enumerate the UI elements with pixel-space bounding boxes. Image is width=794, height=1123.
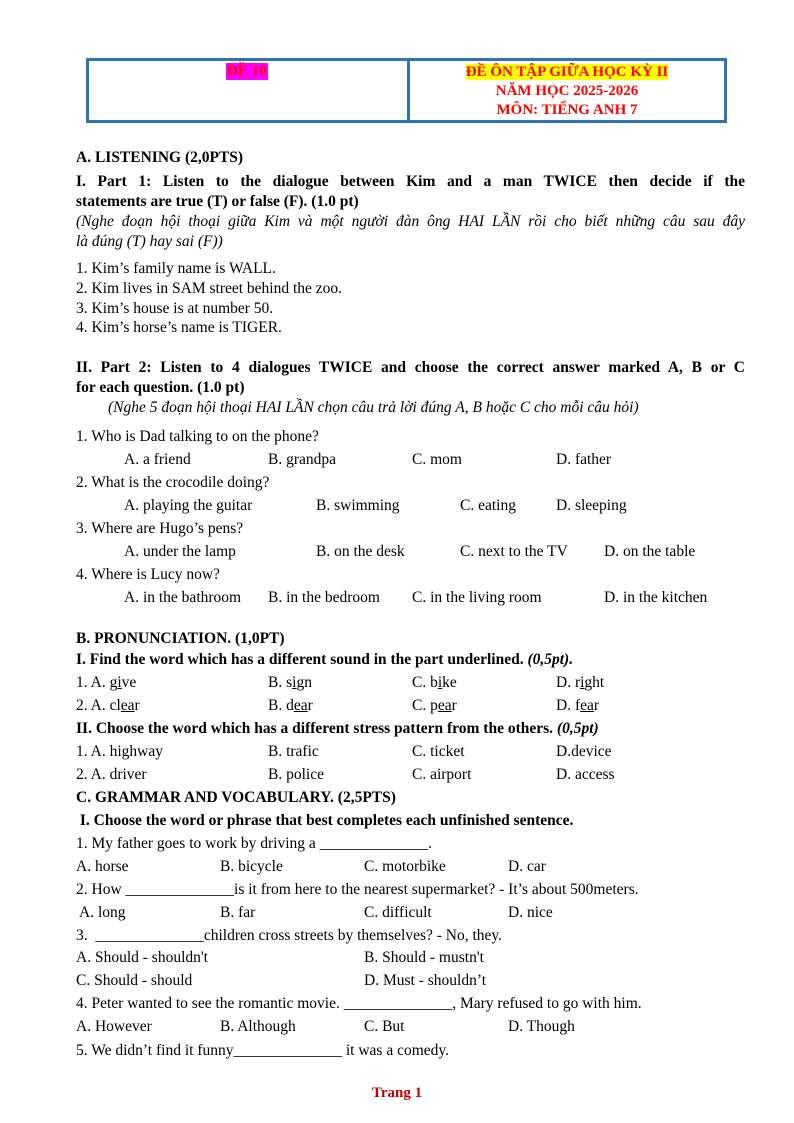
listening-question-4: 4. Where is Lucy now?	[76, 566, 220, 583]
option-c: C. in the living room	[412, 589, 542, 606]
grammar-question-5: 5. We didn’t find it funny______________ it was a comedy.	[76, 1042, 450, 1059]
option-a: A. However	[76, 1018, 152, 1035]
grammar-instruction: I. Choose the word or phrase that best completes each unfinished sentence.	[76, 812, 574, 829]
grammar-question-3: 3. ______________children cross streets by themselves? - No, they.	[76, 927, 503, 944]
option-b: B. grandpa	[268, 451, 337, 468]
stress-2-option-b: B. police	[268, 766, 324, 783]
part1-vn-line2: là đúng (T) hay sai (F))	[76, 233, 223, 250]
stress-1-option-c: C. ticket	[412, 743, 465, 760]
section-c-title: C. GRAMMAR AND VOCABULARY. (2,5PTS)	[76, 789, 396, 806]
part2-instruction-line1: II. Part 2: Listen to 4 dialogues TWICE and choose the correct answer marked A, B or C	[76, 359, 745, 376]
statement-1: 1. Kim’s family name is WALL.	[76, 260, 276, 277]
option-a: A. playing the guitar	[124, 497, 253, 514]
header-right-cell	[410, 61, 724, 120]
grammar-question-4: 4. Peter wanted to see the romantic movie. ______________, Mary refused to go with him.	[76, 995, 642, 1012]
stress-1-option-b: B. trafic	[268, 743, 319, 760]
section-a-title: A. LISTENING (2,0PTS)	[76, 149, 244, 166]
statement-4: 4. Kim’s horse’s name is TIGER.	[76, 319, 282, 336]
pronunciation-instruction: I. Find the word which has a different sound in the part underlined. (0,5pt).	[76, 651, 574, 668]
option-c: C. eating	[460, 497, 516, 514]
option-a: A. a friend	[124, 451, 191, 468]
part1-vn-line1: (Nghe đoạn hội thoại giữa Kim và một người đàn ông HAI LẦN rồi cho biết những câu sau đây	[76, 213, 745, 230]
option-d: D. Though	[508, 1018, 575, 1035]
option-a: A. horse	[76, 858, 129, 875]
pron-1-option-b: B. sign	[268, 674, 312, 691]
grammar-question-1: 1. My father goes to work by driving a ______________.	[76, 835, 433, 852]
section-b-title: B. PRONUNCIATION. (1,0PT)	[76, 630, 285, 647]
option-b: B. Should - mustn't	[364, 949, 484, 966]
statement-3: 3. Kim’s house is at number 50.	[76, 300, 274, 317]
pron-2-option-a: 2. A. clear	[76, 697, 140, 714]
header-left-cell	[89, 61, 410, 120]
stress-2-option-c: C. airport	[412, 766, 472, 783]
part1-instruction-line2: statements are true (T) or false (F). (1.0 pt)	[76, 193, 359, 210]
option-c: C. motorbike	[364, 858, 446, 875]
option-c: C. next to the TV	[460, 543, 568, 560]
exam-title: ĐỀ ÔN TẬP GIỮA HỌC KỲ II	[465, 64, 669, 80]
header-table	[86, 58, 727, 123]
option-d: D. nice	[508, 904, 553, 921]
pron-2-option-b: B. dear	[268, 697, 313, 714]
option-d: D. in the kitchen	[604, 589, 708, 606]
part2-instruction-line2: for each question. (1.0 pt)	[76, 379, 245, 396]
page-number: Trang 1	[371, 1085, 423, 1101]
option-b: B. in the bedroom	[268, 589, 380, 606]
option-b: B. Although	[220, 1018, 296, 1035]
option-b: B. bicycle	[220, 858, 283, 875]
grammar-question-2: 2. How ______________is it from here to the nearest supermarket? - It’s about 500meters.	[76, 881, 639, 898]
listening-question-1: 1. Who is Dad talking to on the phone?	[76, 428, 319, 445]
option-a: A. Should - shouldn't	[76, 949, 208, 966]
option-d: D. Must - shouldn’t	[364, 972, 487, 989]
school-year: NĂM HỌC 2025-2026	[495, 83, 639, 99]
option-d: D. father	[556, 451, 612, 468]
option-b: B. far	[220, 904, 256, 921]
option-c: C. But	[364, 1018, 405, 1035]
stress-1-option-a: 1. A. highway	[76, 743, 163, 760]
option-d: D. on the table	[604, 543, 696, 560]
subject: MÔN: TIẾNG ANH 7	[496, 102, 638, 118]
part1-instruction-line1: I. Part 1: Listen to the dialogue between Kim and a man TWICE then decide if the	[76, 173, 745, 190]
option-d: D. sleeping	[556, 497, 627, 514]
part2-vn-line: (Nghe 5 đoạn hội thoại HAI LẦN chọn câu trả lời đúng A, B hoặc C cho mỗi câu hỏi)	[108, 399, 639, 416]
pron-1-option-d: D. right	[556, 674, 605, 691]
statement-2: 2. Kim lives in SAM street behind the zoo.	[76, 280, 343, 297]
option-a: A. under the lamp	[124, 543, 236, 560]
stress-1-option-d: D.device	[556, 743, 612, 760]
listening-question-3: 3. Where are Hugo’s pens?	[76, 520, 244, 537]
option-c: C. difficult	[364, 904, 432, 921]
pron-2-option-c: C. pear	[412, 697, 457, 714]
stress-instruction: II. Choose the word which has a different stress pattern from the others. (0,5pt)	[76, 720, 599, 737]
pron-2-option-d: D. fear	[556, 697, 600, 714]
option-c: C. mom	[412, 451, 462, 468]
option-a: A. in the bathroom	[124, 589, 242, 606]
listening-question-2: 2. What is the crocodile doing?	[76, 474, 270, 491]
stress-2-option-d: D. access	[556, 766, 615, 783]
option-b: B. swimming	[316, 497, 400, 514]
option-c: C. Should - should	[76, 972, 193, 989]
option-b: B. on the desk	[316, 543, 405, 560]
option-d: D. car	[508, 858, 546, 875]
stress-2-option-a: 2. A. driver	[76, 766, 147, 783]
option-a: A. long	[76, 904, 126, 921]
exam-code: ĐỀ 10	[227, 63, 267, 79]
pron-1-option-a: 1. A. give	[76, 674, 137, 691]
pron-1-option-c: C. bike	[412, 674, 457, 691]
